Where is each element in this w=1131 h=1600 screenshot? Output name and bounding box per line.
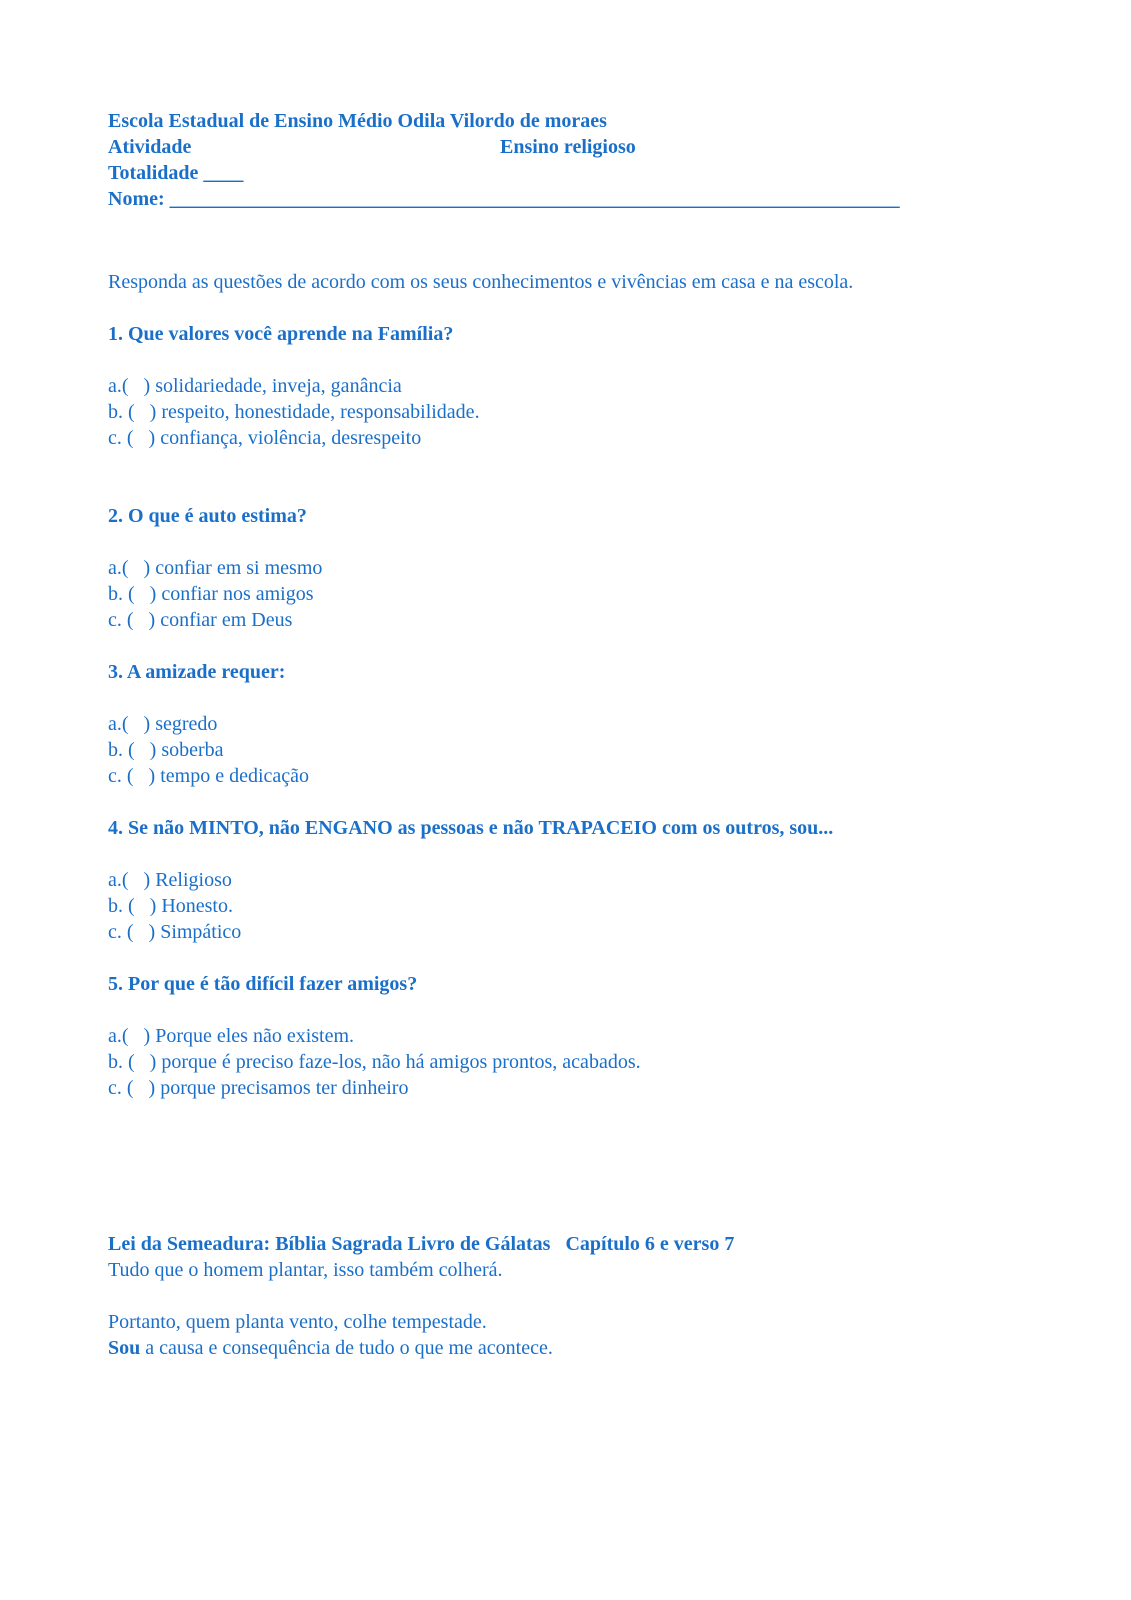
- option-b: b. ( ) soberba: [108, 739, 224, 761]
- conclusion-2: [108, 1335, 1028, 1361]
- question-2: [108, 503, 1028, 633]
- law-title: Lei da Semeadura: Bíblia Sagrada Livro de Gálatas Capítulo 6 e verso 7: [108, 1233, 735, 1255]
- law-text: Tudo que o homem plantar, isso também colherá.: [108, 1259, 503, 1281]
- instructions: Responda as questões de acordo com os seus conhecimentos e vivências em casa e na escola.: [108, 271, 854, 293]
- conclusion-2-bold: Sou: [108, 1337, 141, 1359]
- option-b: b. ( ) porque é preciso faze-los, não há amigos prontos, acabados.: [108, 1051, 641, 1073]
- law-of-sowing: [108, 1231, 1028, 1361]
- question-title: 4. Se não MINTO, não ENGANO as pessoas e não TRAPACEIO com os outros, sou...: [108, 817, 834, 839]
- option-c: c. ( ) porque precisamos ter dinheiro: [108, 1077, 409, 1099]
- option-c: c. ( ) Simpático: [108, 921, 242, 943]
- activity-row: [108, 134, 1028, 160]
- question-5: [108, 971, 1028, 1101]
- option-b: b. ( ) Honesto.: [108, 895, 233, 917]
- question-1: [108, 321, 1028, 451]
- option-c: c. ( ) confiança, violência, desrespeito: [108, 427, 422, 449]
- option-c: c. ( ) confiar em Deus: [108, 609, 293, 631]
- conclusion-2-rest: a causa e consequência de tudo o que me acontece.: [140, 1337, 553, 1359]
- question-3: [108, 659, 1028, 789]
- question-title: 5. Por que é tão difícil fazer amigos?: [108, 973, 418, 995]
- option-a: a.( ) Porque eles não existem.: [108, 1025, 355, 1047]
- name-field: Nome: _________________________________________________________________________: [108, 188, 900, 210]
- subject-label: Ensino religioso: [500, 136, 636, 158]
- option-a: a.( ) confiar em si mesmo: [108, 557, 323, 579]
- worksheet-page: [108, 108, 1028, 1361]
- question-title: 2. O que é auto estima?: [108, 505, 307, 527]
- option-b: b. ( ) confiar nos amigos: [108, 583, 314, 605]
- option-b: b. ( ) respeito, honestidade, responsabilidade.: [108, 401, 480, 423]
- question-4: [108, 815, 1028, 945]
- option-a: a.( ) Religioso: [108, 869, 232, 891]
- option-a: a.( ) segredo: [108, 713, 218, 735]
- school-name: Escola Estadual de Ensino Médio Odila Vilordo de moraes: [108, 110, 607, 132]
- totalidade-field: Totalidade ____: [108, 162, 244, 184]
- activity-label: Atividade: [108, 136, 192, 158]
- conclusion-1: Portanto, quem planta vento, colhe tempestade.: [108, 1311, 487, 1333]
- option-a: a.( ) solidariedade, inveja, ganância: [108, 375, 402, 397]
- question-title: 1. Que valores você aprende na Família?: [108, 323, 454, 345]
- question-title: 3. A amizade requer:: [108, 661, 286, 683]
- option-c: c. ( ) tempo e dedicação: [108, 765, 310, 787]
